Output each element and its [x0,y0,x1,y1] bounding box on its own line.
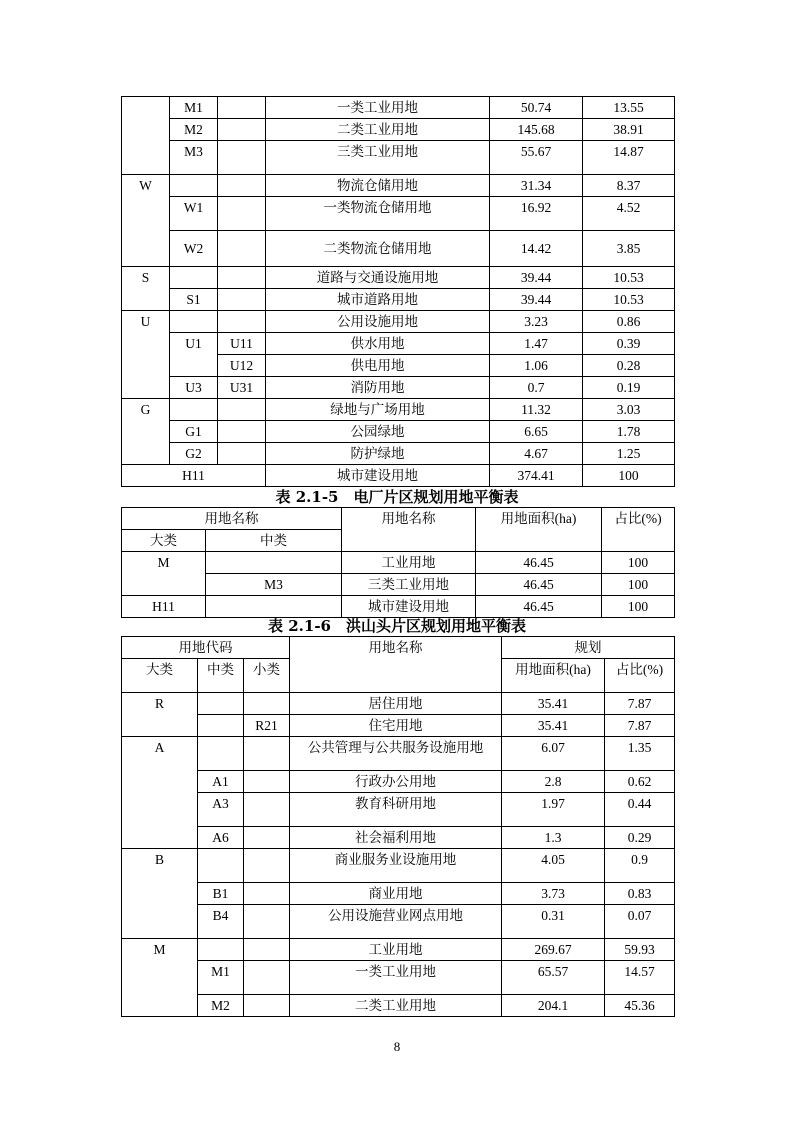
minor-code-cell [218,175,266,197]
percent-cell: 0.44 [605,793,675,827]
land-use-name-cell: 一类物流仓储用地 [266,197,490,231]
percent-cell: 10.53 [583,289,675,311]
land-use-name-cell: 二类工业用地 [266,119,490,141]
power-plant-land-use-table [121,507,675,618]
category-cell: A [122,737,198,849]
table-row [122,793,675,827]
table-row [122,311,675,333]
medium-code-cell [170,267,218,289]
area-cell: 374.41 [490,465,583,487]
table-row [122,771,675,793]
medium-code-cell [206,596,342,618]
percent-cell: 100 [602,574,675,596]
percent-cell: 0.62 [605,771,675,793]
header-cell: 用地名称 [290,637,502,693]
table-row [122,267,675,289]
medium-code-cell [198,849,244,883]
header-cell: 中类 [206,530,342,552]
table-row [122,289,675,311]
header-cell: 中类 [198,659,244,693]
area-cell: 269.67 [502,939,605,961]
minor-code-cell [218,443,266,465]
medium-code-cell: B1 [198,883,244,905]
percent-cell: 0.86 [583,311,675,333]
minor-code-cell [244,849,290,883]
header-cell: 占比(%) [602,508,675,552]
area-cell: 65.57 [502,961,605,995]
land-use-name-cell: 工业用地 [290,939,502,961]
percent-cell: 0.83 [605,883,675,905]
table-row [122,141,675,175]
table-header-row [122,508,675,530]
medium-code-cell: M1 [170,97,218,119]
land-use-name-cell: 公共管理与公共服务设施用地 [290,737,502,771]
percent-cell: 7.87 [605,715,675,737]
minor-code-cell [218,119,266,141]
land-use-name-cell: 消防用地 [266,377,490,399]
area-cell: 204.1 [502,995,605,1017]
land-use-name-cell: 二类物流仓储用地 [266,231,490,267]
percent-cell: 100 [583,465,675,487]
land-use-name-cell: 城市建设用地 [342,596,476,618]
land-use-name-cell: 公园绿地 [266,421,490,443]
hongshantou-land-use-table [121,636,675,1017]
percent-cell: 10.53 [583,267,675,289]
header-cell: 用地名称 [342,508,476,552]
area-cell: 46.45 [476,596,602,618]
table-row [122,961,675,995]
percent-cell: 0.29 [605,827,675,849]
minor-code-cell [218,399,266,421]
area-cell: 1.3 [502,827,605,849]
area-cell: 3.23 [490,311,583,333]
header-cell: 用地面积(ha) [502,659,605,693]
medium-code-cell: A3 [198,793,244,827]
percent-cell: 0.19 [583,377,675,399]
header-cell: 大类 [122,530,206,552]
table-row [122,443,675,465]
percent-cell: 0.39 [583,333,675,355]
percent-cell: 3.03 [583,399,675,421]
header-cell: 规划 [502,637,675,659]
land-use-name-cell: 社会福利用地 [290,827,502,849]
percent-cell: 38.91 [583,119,675,141]
percent-cell: 8.37 [583,175,675,197]
medium-code-cell: G2 [170,443,218,465]
table-row [122,333,675,355]
area-cell: 6.65 [490,421,583,443]
medium-code-cell: W1 [170,197,218,231]
minor-code-cell [218,231,266,267]
header-cell: 大类 [122,659,198,693]
table-row [122,119,675,141]
header-cell: 用地名称 [122,508,342,530]
percent-cell: 100 [602,552,675,574]
table-row [122,421,675,443]
header-cell: 用地代码 [122,637,290,659]
medium-code-cell [198,939,244,961]
percent-cell: 7.87 [605,693,675,715]
area-cell: 35.41 [502,715,605,737]
area-cell: 2.8 [502,771,605,793]
land-use-name-cell: 城市建设用地 [266,465,490,487]
medium-code-cell [170,311,218,333]
land-use-name-cell: 一类工业用地 [290,961,502,995]
category-cell: M [122,939,198,1017]
medium-code-cell [170,175,218,197]
land-use-name-cell: 住宅用地 [290,715,502,737]
category-cell: G [122,399,170,465]
area-cell: 4.05 [502,849,605,883]
medium-code-cell: M2 [198,995,244,1017]
area-cell: 39.44 [490,289,583,311]
medium-code-cell [198,693,244,715]
minor-code-cell [244,827,290,849]
percent-cell: 14.87 [583,141,675,175]
medium-code-cell [170,399,218,421]
area-cell: 1.97 [502,793,605,827]
medium-code-cell: U3 [170,377,218,399]
percent-cell: 0.9 [605,849,675,883]
medium-code-cell: M1 [198,961,244,995]
minor-code-cell [244,883,290,905]
percent-cell: 45.36 [605,995,675,1017]
percent-cell: 14.57 [605,961,675,995]
minor-code-cell [218,267,266,289]
minor-code-cell [244,939,290,961]
category-cell [122,97,170,175]
land-use-name-cell: 公用设施用地 [266,311,490,333]
header-cell: 小类 [244,659,290,693]
land-use-name-cell: 商业用地 [290,883,502,905]
percent-cell: 13.55 [583,97,675,119]
land-use-name-cell: 行政办公用地 [290,771,502,793]
medium-code-cell: W2 [170,231,218,267]
table-row [122,231,675,267]
minor-code-cell [244,771,290,793]
category-cell: B [122,849,198,939]
area-cell: 1.47 [490,333,583,355]
land-use-name-cell: 绿地与广场用地 [266,399,490,421]
land-use-name-cell: 城市道路用地 [266,289,490,311]
medium-code-cell: S1 [170,289,218,311]
medium-code-cell: A1 [198,771,244,793]
minor-code-cell [218,141,266,175]
total-row [122,465,675,487]
area-cell: 46.45 [476,574,602,596]
minor-code-cell [218,421,266,443]
percent-cell: 1.78 [583,421,675,443]
minor-code-cell: R21 [244,715,290,737]
percent-cell: 100 [602,596,675,618]
table-row [122,377,675,399]
medium-code-cell [198,715,244,737]
land-use-name-cell: 防护绿地 [266,443,490,465]
category-cell: U [122,311,170,399]
land-use-name-cell: 一类工业用地 [266,97,490,119]
table-row [122,939,675,961]
minor-code-cell [244,737,290,771]
land-use-name-cell: 工业用地 [342,552,476,574]
table-row [122,97,675,119]
area-cell: 1.06 [490,355,583,377]
land-use-name-cell: 教育科研用地 [290,793,502,827]
table-row [122,827,675,849]
land-use-name-cell: 商业服务业设施用地 [290,849,502,883]
medium-code-cell: B4 [198,905,244,939]
land-use-name-cell: 供水用地 [266,333,490,355]
minor-code-cell [244,995,290,1017]
minor-code-cell [244,905,290,939]
area-cell: 14.42 [490,231,583,267]
land-use-name-cell: 道路与交通设施用地 [266,267,490,289]
minor-code-cell [218,289,266,311]
percent-cell: 0.07 [605,905,675,939]
medium-code-cell: A6 [198,827,244,849]
category-cell: W [122,175,170,267]
percent-cell: 3.85 [583,231,675,267]
area-cell: 35.41 [502,693,605,715]
table-row [122,905,675,939]
area-cell: 31.34 [490,175,583,197]
area-cell: 6.07 [502,737,605,771]
total-code-cell: H11 [122,465,266,487]
table-row [122,995,675,1017]
table-row [122,883,675,905]
medium-code-cell: M3 [170,141,218,175]
page-number: 8 [393,1039,401,1054]
minor-code-cell [244,793,290,827]
minor-code-cell [218,97,266,119]
category-cell: H11 [122,596,206,618]
land-use-name-cell: 供电用地 [266,355,490,377]
header-cell: 用地面积(ha) [476,508,602,552]
percent-cell: 1.35 [605,737,675,771]
area-cell: 3.73 [502,883,605,905]
medium-code-cell [206,552,342,574]
table-row [122,693,675,715]
table-row [122,197,675,231]
land-use-table-continued [121,96,675,487]
area-cell: 145.68 [490,119,583,141]
area-cell: 0.31 [502,905,605,939]
area-cell: 4.67 [490,443,583,465]
minor-code-cell [218,197,266,231]
land-use-name-cell: 三类工业用地 [342,574,476,596]
table-row [122,552,675,574]
table-caption: 表 2.1-6 洪山头片区规划用地平衡表 [268,617,526,635]
category-cell: S [122,267,170,311]
area-cell: 46.45 [476,552,602,574]
area-cell: 0.7 [490,377,583,399]
land-use-name-cell: 公用设施营业网点用地 [290,905,502,939]
medium-code-cell: U1 [170,333,218,377]
area-cell: 16.92 [490,197,583,231]
table-row [122,399,675,421]
table-caption: 表 2.1-5 电厂片区规划用地平衡表 [275,488,519,506]
table-row [122,737,675,771]
category-cell: M [122,552,206,596]
area-cell: 50.74 [490,97,583,119]
area-cell: 11.32 [490,399,583,421]
percent-cell: 59.93 [605,939,675,961]
land-use-name-cell: 物流仓储用地 [266,175,490,197]
minor-code-cell [218,311,266,333]
table-header-row [122,637,675,659]
header-cell: 占比(%) [605,659,675,693]
percent-cell: 0.28 [583,355,675,377]
medium-code-cell [198,737,244,771]
percent-cell: 1.25 [583,443,675,465]
land-use-name-cell: 三类工业用地 [266,141,490,175]
table-row [122,175,675,197]
table-row [122,715,675,737]
percent-cell: 4.52 [583,197,675,231]
category-cell: R [122,693,198,737]
area-cell: 55.67 [490,141,583,175]
minor-code-cell [244,961,290,995]
minor-code-cell [244,693,290,715]
minor-code-cell: U31 [218,377,266,399]
medium-code-cell: M2 [170,119,218,141]
medium-code-cell: G1 [170,421,218,443]
minor-code-cell: U11 [218,333,266,355]
minor-code-cell: U12 [218,355,266,377]
total-row [122,596,675,618]
table-row [122,849,675,883]
area-cell: 39.44 [490,267,583,289]
medium-code-cell: M3 [206,574,342,596]
land-use-name-cell: 居住用地 [290,693,502,715]
land-use-name-cell: 二类工业用地 [290,995,502,1017]
